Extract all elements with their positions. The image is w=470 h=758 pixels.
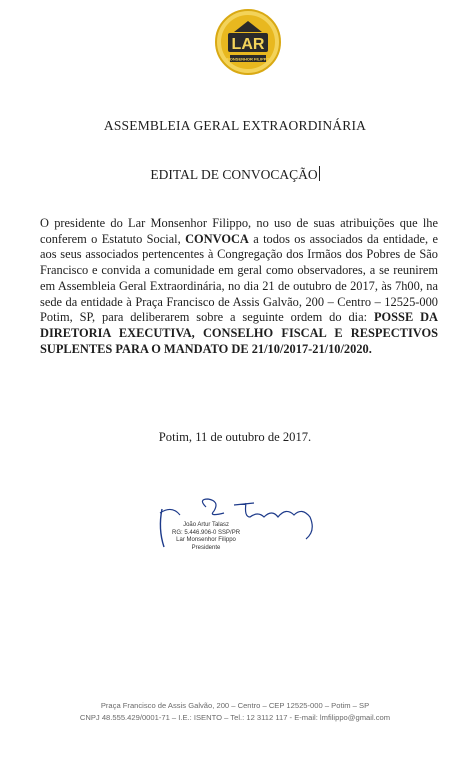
body-convoca: CONVOCA	[185, 231, 249, 246]
date-line: Potim, 11 de outubro de 2017.	[158, 430, 312, 444]
footer-address: Praça Francisco de Assis Galvão, 200 – Centro – CEP 12525-000 – Potim – SP	[100, 701, 370, 710]
signer-block	[172, 522, 240, 552]
logo-text: LAR	[231, 36, 265, 53]
text-cursor	[319, 166, 320, 181]
signer-rg: RG: 5.446.906-0 SSP/PR	[172, 529, 241, 536]
signer-name: João Artur Talasz	[183, 522, 229, 528]
logo-subtitle: MONSENHOR FILIPPO	[226, 56, 270, 62]
body-agenda: POSSE DA DIRETORIA EXECUTIVA, CONSELHO FISCAL E RESPECTIVOS SUPLENTES PARA O MANDATO DE 21/10/2017-21/10/2020.	[40, 310, 439, 356]
document-heading: ASSEMBLEIA GERAL EXTRAORDINÁRIA	[103, 118, 367, 133]
footer	[0, 700, 470, 724]
subheading-text: EDITAL DE CONVOCAÇÃO	[150, 167, 318, 182]
body-part1: O presidente do Lar Monsenhor Filippo, no uso de suas atribuições que lhe conferem o Estatuto Social,	[40, 216, 438, 246]
lar-logo-seal	[214, 8, 282, 76]
convocation-body	[40, 216, 438, 357]
footer-contact: CNPJ 48.555.429/0001-71 – I.E.: ISENTO – Tel.: 12 3112 117 - E-mail: lmfilippo@gmail.com	[79, 713, 391, 722]
body-part2: a todos os associados da entidade, e aos seus associados pertencentes à Congregação dos Irmãos dos Pobres de São Francisco e convida a comunidade em geral como observadores, a se reunirem em Assembleia Geral Extraordinária, no dia 21 de outubro de 2017, às 7h00, na sede da entidade à Praça Francisco de Assis Galvão, 200 – Centro – 12525-000 Potim, SP, para deliberarem sobre a seguinte ordem do dia:	[40, 231, 439, 325]
document-subheading	[0, 166, 470, 183]
signer-role: Presidente	[191, 544, 221, 551]
signer-org: Lar Monsenhor Filippo	[176, 537, 236, 544]
